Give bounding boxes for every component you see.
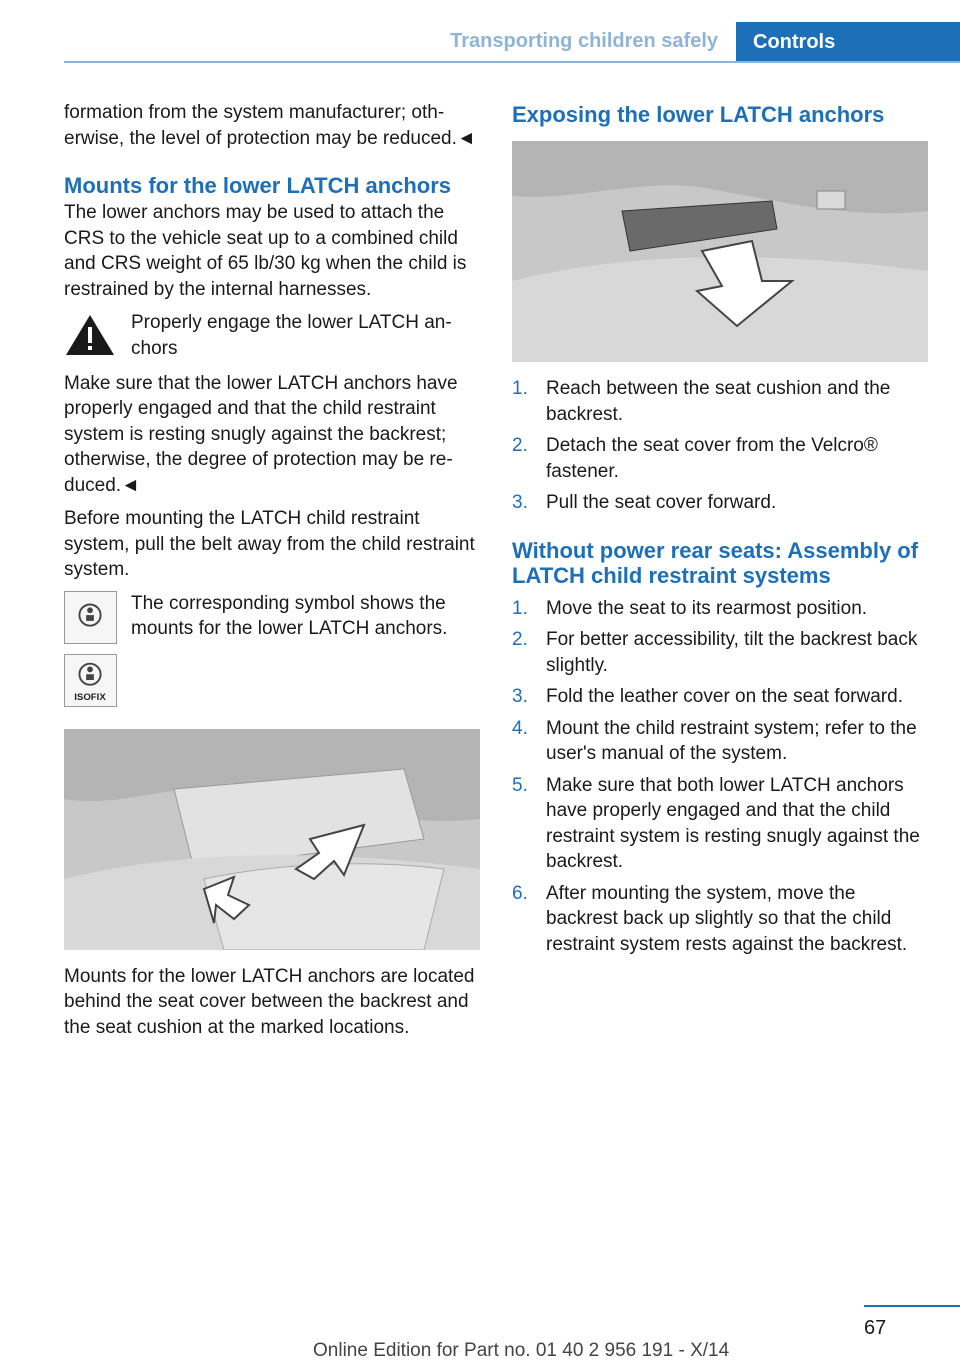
- figure-caption: Mounts for the lower LATCH anchors are located behind the seat cover between the backrest and the seat cushion at the marked locations.: [64, 965, 475, 1038]
- warning-body: Make sure that the lower LATCH anchors have properly engaged and that the child restraint system is resting snugly against the backrest; otherwise, the degree of protection may be reduced.◄: [64, 372, 458, 496]
- symbol-note: [64, 591, 480, 707]
- list-item: 5. Make sure that both lower LATCH anchors have properly engaged and that the child restraint system is resting snugly against the backrest.: [512, 774, 920, 872]
- list-item: 6. After mounting the system, move the backrest back up slightly so that the child restraint system rests against the backrest.: [512, 882, 908, 955]
- child-seat-icon: [64, 591, 117, 644]
- warning-icon: [64, 310, 119, 365]
- warning-note: [64, 310, 480, 365]
- list-item: 1. Reach between the seat cushion and the backrest.: [512, 378, 891, 425]
- paragraph-weight-limit: The lower anchors may be used to attach the CRS to the vehicle seat up to a combined child and CRS weight of 65 lb/30 kg when the child is restrained by the internal harnesses.: [64, 202, 467, 300]
- header-rule: [64, 61, 960, 63]
- list-item: 2. Detach the seat cover from the Velcro® fastener.: [512, 435, 878, 482]
- section-heading-exposing: Exposing the lower LATCH anchors: [512, 102, 885, 127]
- list-item: 3. Pull the seat cover forward.: [512, 492, 777, 513]
- section-heading-assembly: Without power rear seats: Assembly of LATCH child restraint systems: [512, 537, 919, 588]
- section-heading-lower-anchors: Mounts for the lower LATCH anchors: [64, 173, 452, 198]
- list-item: 4. Mount the child restraint system; refer to the user's manual of the system.: [512, 717, 917, 764]
- isofix-icon: [64, 654, 117, 707]
- running-header-section: Transporting children safely: [450, 30, 718, 52]
- exposing-anchors-illustration: [512, 141, 928, 362]
- intro-paragraph: formation from the system manufacturer; otherwise, the level of protection may be reduced.◄: [64, 102, 476, 149]
- list-item: 1. Move the seat to its rearmost position.: [512, 597, 868, 619]
- symbol-note-text: The corresponding symbol shows the mounts for the lower LATCH anchors.: [131, 592, 448, 639]
- edition-footer: Online Edition for Part no. 01 40 2 956 191 - X/14: [313, 1340, 730, 1361]
- isofix-label: ISOFIX: [74, 691, 106, 703]
- list-item: 2. For better accessibility, tilt the backrest back slightly.: [512, 629, 918, 676]
- left-column: [64, 100, 480, 1048]
- warning-title: Properly engage the lower LATCH anchors: [131, 312, 452, 359]
- list-item: 3. Fold the leather cover on the seat forward.: [512, 686, 903, 707]
- steps-exposing: [512, 376, 928, 516]
- page-number: 67: [864, 1317, 887, 1339]
- steps-assembly: [512, 596, 928, 958]
- seat-anchor-mounts-illustration: [64, 729, 480, 950]
- paragraph-belt: Before mounting the LATCH child restraint system, pull the belt away from the child restraint system.: [64, 508, 475, 580]
- running-header-tab: Controls: [736, 22, 960, 63]
- right-column: [512, 100, 928, 967]
- footer-rule: [864, 1305, 960, 1307]
